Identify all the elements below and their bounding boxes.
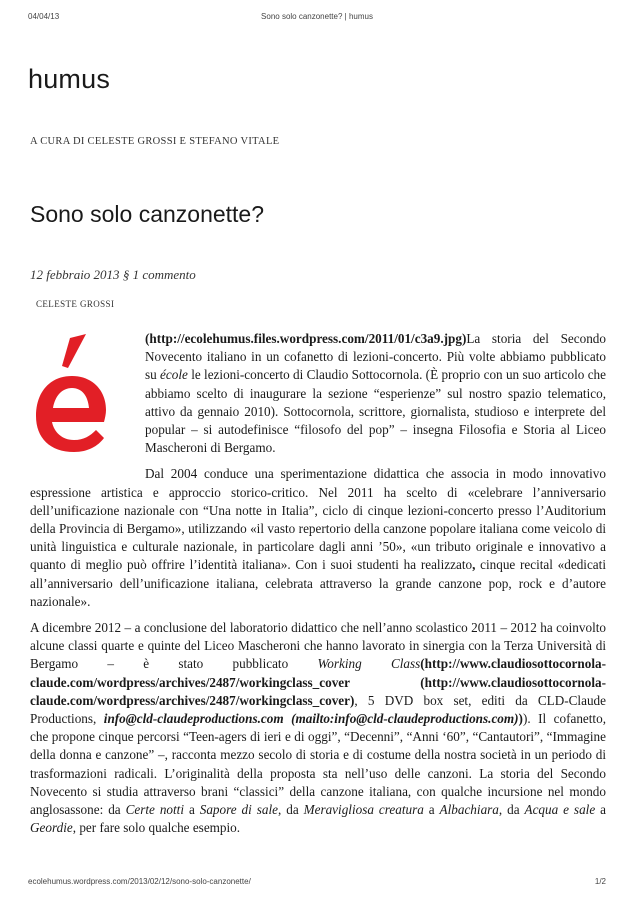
paragraph-1: (http://ecolehumus.files.wordpress.com/2011/01/c3a9.jpg)La storia del Secondo Novecento italiano in un cofanetto di lezioni-concerto. Più volte abbiamo pubblicato su école le lezioni-concerto di Claudio Sottocornola. (È proprio con un suo articolo che abbiamo scelto di inaugurare la sezione “esperienze” sul nostro spazio telematico, attivo da gennaio 2010). Sottocornola, scrittore, giornalista, studioso e interprete del popular – si autodefinisce “filosofo del pop” – insegna Filosofia e Storia al Liceo Mascheroni di Bergamo. [145, 331, 606, 456]
post-content [30, 330, 606, 845]
post-date[interactable]: 12 febbraio 2013 [30, 267, 120, 282]
site-title[interactable]: humus [28, 64, 111, 94]
paragraph-2: Dal 2004 conduce una sperimentazione didattica che associa in modo innovativo espressione artistica e approccio storico-critico. Nel 2011 ha scelto di «celebrare l’anniversario dell’unificazione nazionale con “Una notte in Italia”, ciclo di cinque lezioni-concerto presso l’Auditorium della Provincia di Bergamo», utilizzando «il vasto repertorio della canzone popolare italiana come veicolo di unità linguistica e culturale nazionale, in particolare dagli anni ’50», «un tributo originale e innovativo a quanto di meglio può offrire l’identità italiana». Con i suoi studenti ha realizzato, cinque recital «dedicati all’anniversario dell’unificazione italiana, celebrata attraverso la grande canzone pop, rock e d’autore nazionale». [30, 466, 606, 609]
working-class-title: Working Class [317, 656, 421, 672]
paragraph-3: A dicembre 2012 – a conclusione del laboratorio didattico che nell’anno scolastico 2011 – 2012 ha coinvolto alcune classi quarte e quinte del Liceo Mascheroni che hanno lavorato in sinergia con la Terza Università di Bergamo – è stato pubblicato Working Class(http://www.claudiosottocornola-claude.com/wordpress/archives/2487/workingclass_cover (http://www.claudiosottocornola-claude.com/wordpress/archives/2487/workingclass_cover), 5 DVD box set, editi da CLD-Claude Productions, info@cld-claudeproductions.com (mailto:info@cld-claudeproductions.com))). Il cofanetto, che propone cinque percorsi “Teen-agers di ieri e di oggi”, “Decenni”, “Anni ‘60”, “Cantautori”, “Immagine della donna e canzone” –, racconta mezzo secolo di storia e di costume della nostra società in un periodo di trasformazioni radicali. L’originalità della proposta sta nell’uso delle canzoni. La storia del Secondo Novecento si studia attraverso brani “classici” della canzone italiana, con qualche incursione nel mondo anglosassone: da Certe notti a Sapore di sale, da Meravigliosa creatura a Albachiara, da Acqua e sale a Geordie, per fare solo qualche esempio. [30, 620, 606, 836]
post-title[interactable]: Sono solo canzonette? [30, 201, 265, 227]
post-meta [30, 267, 196, 283]
print-date: 04/04/13 [28, 12, 60, 21]
site-description: A CURA DI CELESTE GROSSI E STEFANO VITALE [30, 136, 280, 147]
comments-link[interactable]: 1 commento [132, 267, 196, 282]
email-link[interactable]: info@cld-claudeproductions.com (mailto:info@cld-claudeproductions.com) [103, 711, 519, 727]
meta-separator: § [122, 267, 130, 282]
image-link[interactable]: (http://ecolehumus.files.wordpress.com/2011/01/c3a9.jpg) [145, 331, 467, 346]
ecole-link[interactable]: école [160, 367, 188, 383]
print-url: ecolehumus.wordpress.com/2013/02/12/sono-solo-canzonette/ [28, 877, 251, 886]
print-title: Sono solo canzonette? | humus [261, 12, 373, 21]
working-class-link[interactable]: (http://www.claudiosottocornola-claude.com/wordpress/archives/2487/workingclass_cover (http://www.claudiosottocornola-claude.com/wordpress/archives/2487/workingclass_cover) [30, 656, 606, 708]
post-author[interactable]: CELESTE GROSSI [36, 299, 115, 309]
page-number: 1/2 [594, 877, 606, 886]
